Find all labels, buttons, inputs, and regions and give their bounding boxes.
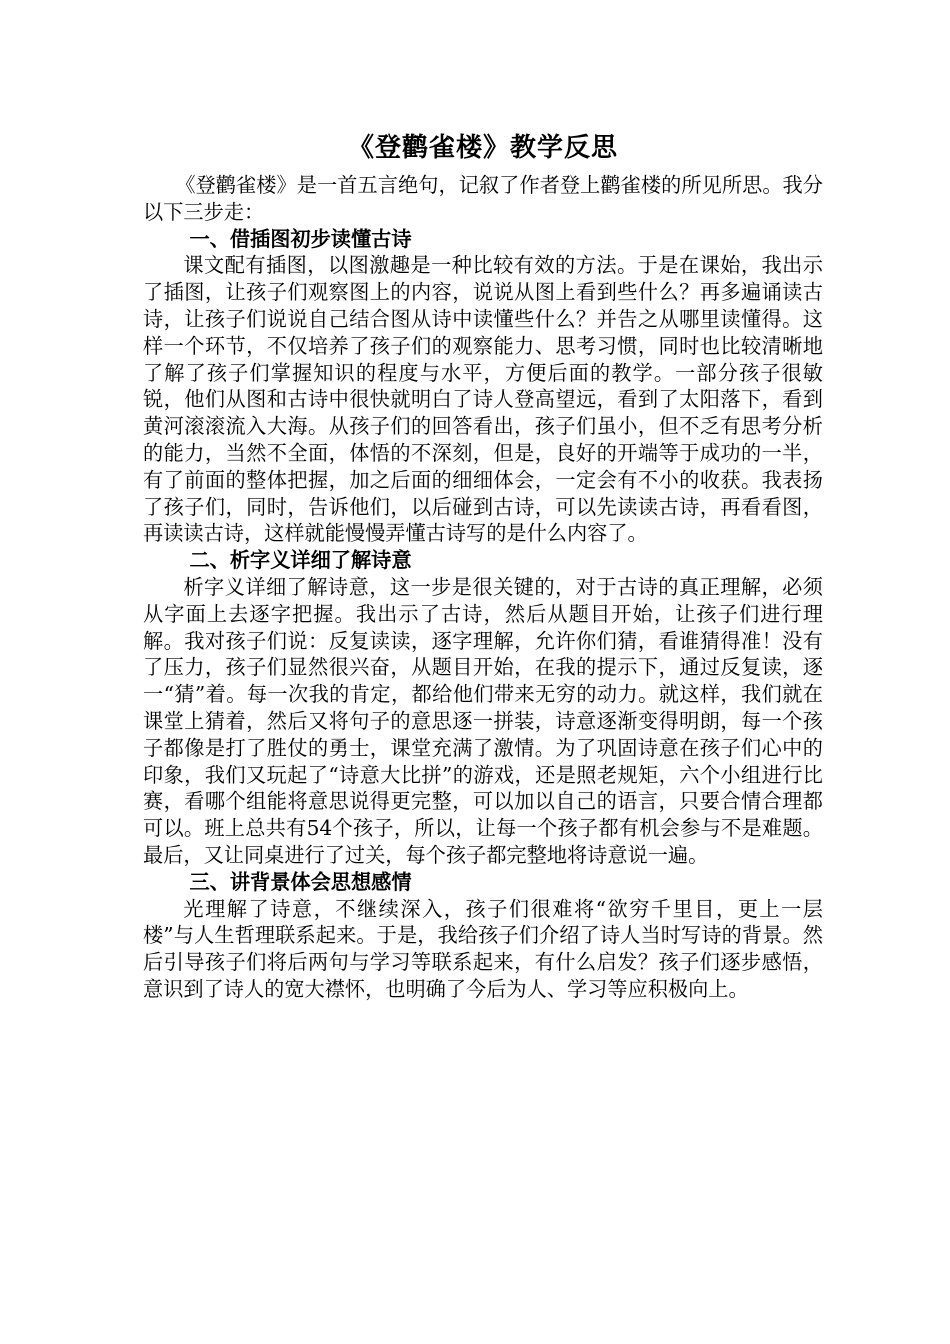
section-body: 光理解了诗意，不继续深入，孩子们很难将“欲穷千里目，更上一层楼”与人生哲理联系起来。于是，我给孩子们介绍了诗人当时写诗的背景。然后引导孩子们将后两句与学习等联系起来，有什么启发？孩子们逐步感悟，意识到了诗人的宽大襟怀，也明确了今后为人、学习等应积极向上。	[143, 896, 823, 1001]
document-page	[143, 128, 823, 1003]
section-body: 析字义详细了解诗意，这一步是很关键的，对于古诗的真正理解，必须从字面上去逐字把握。我出示了古诗，然后从题目开始，让孩子们进行理解。我对孩子们说：反复读读，逐字理解，允许你们猜，看谁猜得准！没有了压力，孩子们显然很兴奋，从题目开始，在我的提示下，通过反复读，逐一“猜”着。每一次我的肯定，都给他们带来无穷的动力。就这样，我们就在课堂上猜着，然后又将句子的意思逐一拼装，诗意逐渐变得明朗，每一个孩子都像是打了胜仗的勇士，课堂充满了激情。为了巩固诗意在孩子们心中的印象，我们又玩起了“诗意大比拼”的游戏，还是照老规矩，六个小组进行比赛，看哪个组能将意思说得更完整，可以加以自己的语言，只要合情合理都可以。班上总共有54个孩子，所以，让每一个孩子都有机会参与不是难题。最后，又让同桌进行了过关，每个孩子都完整地将诗意说一遍。	[143, 574, 823, 867]
section-1	[143, 226, 823, 548]
document-title: 《登鹳雀楼》教学反思	[347, 133, 618, 163]
section-heading: 二、析字义详细了解诗意	[189, 548, 412, 573]
section-3	[143, 869, 823, 1003]
section-heading: 三、讲背景体会思想感情	[189, 869, 412, 894]
section-2	[143, 547, 823, 869]
section-body: 课文配有插图，以图激趣是一种比较有效的方法。于是在课始，我出示了插图，让孩子们观察图上的内容，说说从图上看到些什么？再多遍诵读古诗，让孩子们说说自己结合图从诗中读懂些什么？并告之从哪里读懂得。这样一个环节，不仅培养了孩子们的观察能力、思考习惯，同时也比较清晰地了解了孩子们掌握知识的程度与水平，方便后面的教学。一部分孩子很敏锐，他们从图和古诗中很快就明白了诗人登高望远，看到了太阳落下，看到黄河滚滚流入大海。从孩子们的回答看出，孩子们虽小，但不乏有思考分析的能力，当然不全面，体悟的不深刻，但是，良好的开端等于成功的一半，有了前面的整体把握，加之后面的细细体会，一定会有不小的收获。我表扬了孩子们，同时，告诉他们，以后碰到古诗，可以先读读古诗，再看看图，再读读古诗，这样就能慢慢弄懂古诗写的是什么内容了。	[143, 253, 823, 546]
intro-paragraph: 《登鹳雀楼》是一首五言绝句，记叙了作者登上鹳雀楼的所见所思。我分以下三步走：	[143, 173, 823, 224]
section-heading: 一、借插图初步读懂古诗	[189, 226, 412, 251]
